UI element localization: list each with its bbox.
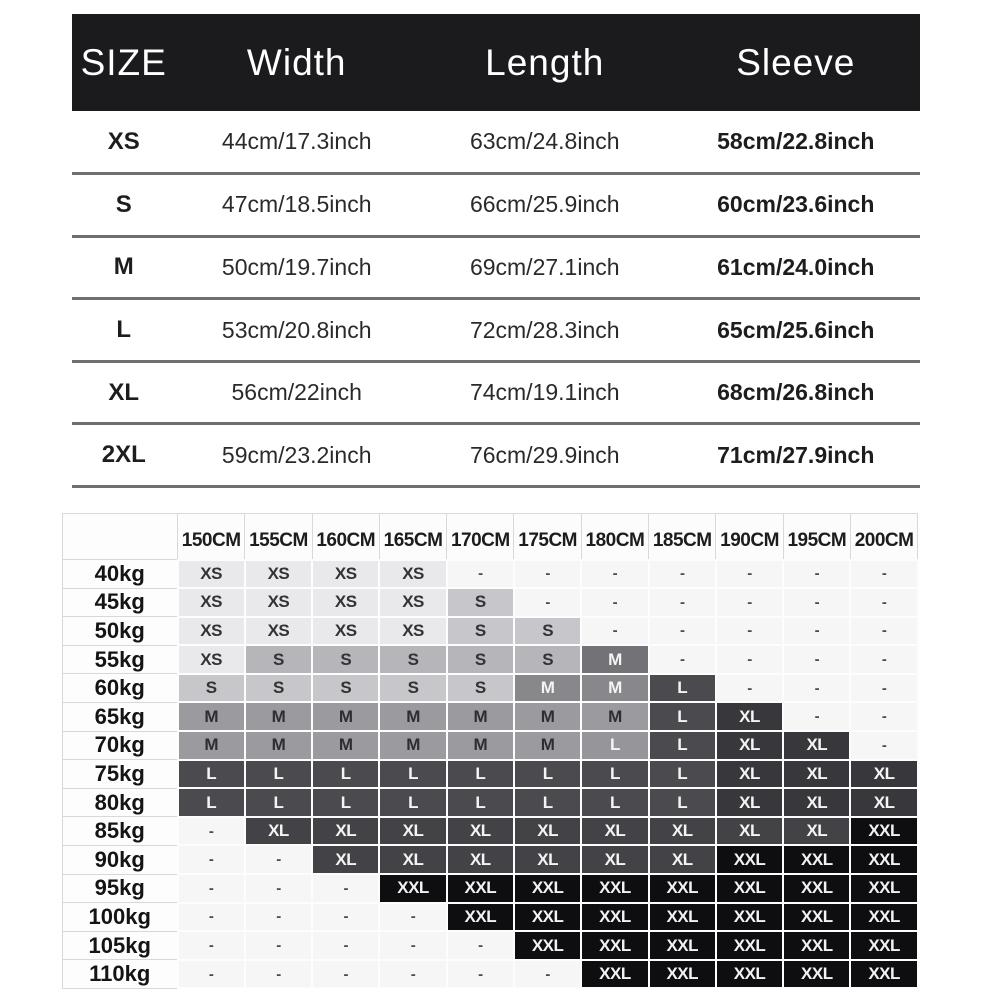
size-recommendation-cell: S (312, 645, 379, 674)
weight-row (63, 588, 918, 617)
size-recommendation-cell: L (312, 760, 379, 789)
size-recommendation-cell: - (850, 617, 917, 646)
size-recommendation-cell: XL (716, 817, 783, 846)
sleeve-value: 60cm/23.6inch (672, 174, 920, 237)
size-recommendation-cell: S (447, 617, 514, 646)
size-recommendation-cell: S (514, 617, 581, 646)
size-recommendation-cell: XL (716, 788, 783, 817)
width-value: 59cm/23.2inch (175, 424, 418, 487)
height-header: 175CM (514, 514, 581, 560)
size-recommendation-cell: XXL (581, 874, 648, 903)
width-value: 50cm/19.7inch (175, 236, 418, 299)
size-recommendation-cell: XS (245, 560, 312, 589)
height-header: 160CM (312, 514, 379, 560)
width-value: 53cm/20.8inch (175, 299, 418, 362)
size-recommendation-cell: - (312, 903, 379, 932)
size-recommendation-cell: L (649, 674, 716, 703)
weight-row (63, 560, 918, 589)
width-column-header: Width (246, 41, 347, 83)
weight-row (63, 817, 918, 846)
size-recommendation-cell: XS (312, 560, 379, 589)
size-recommendation-cell: M (581, 645, 648, 674)
size-recommendation-cell: - (514, 588, 581, 617)
size-recommendation-cell: S (447, 674, 514, 703)
height-header: 190CM (716, 514, 783, 560)
size-recommendation-cell: L (514, 760, 581, 789)
matrix-header-row (63, 514, 918, 560)
size-recommendation-cell: XXL (850, 931, 917, 960)
size-recommendation-cell: - (850, 702, 917, 731)
size-recommendation-cell: XXL (850, 903, 917, 932)
size-recommendation-cell: - (783, 702, 850, 731)
size-recommendation-cell: XXL (447, 874, 514, 903)
size-recommendation-cell: XL (850, 788, 917, 817)
size-recommendation-cell: M (514, 674, 581, 703)
width-value: 47cm/18.5inch (175, 174, 418, 237)
size-recommendation-cell: XS (379, 617, 446, 646)
length-value: 69cm/27.1inch (418, 236, 672, 299)
size-recommendation-cell: L (245, 788, 312, 817)
size-recommendation-cell: XS (245, 588, 312, 617)
size-recommendation-cell: - (850, 588, 917, 617)
size-recommendation-cell: XS (178, 588, 245, 617)
size-recommendation-cell: XL (312, 845, 379, 874)
size-row-m (72, 236, 920, 299)
height-header: 185CM (649, 514, 716, 560)
size-recommendation-cell: L (649, 788, 716, 817)
size-recommendation-cell: L (178, 760, 245, 789)
size-recommendation-cell: XL (783, 817, 850, 846)
length-value: 66cm/25.9inch (418, 174, 672, 237)
size-recommendation-cell: - (850, 645, 917, 674)
size-recommendation-cell: XXL (783, 903, 850, 932)
size-recommendation-cell: - (850, 560, 917, 589)
weight-label: 65kg (63, 702, 178, 731)
size-recommendation-cell: - (245, 903, 312, 932)
weight-label: 50kg (63, 617, 178, 646)
size-recommendation-cell: M (312, 702, 379, 731)
size-recommendation-cell: XXL (716, 845, 783, 874)
height-weight-fit-matrix (62, 513, 919, 989)
size-recommendation-cell: - (783, 560, 850, 589)
size-row-xs (72, 111, 920, 174)
sleeve-value: 61cm/24.0inch (672, 236, 920, 299)
weight-row (63, 760, 918, 789)
size-recommendation-cell: XXL (649, 960, 716, 989)
size-recommendation-cell: XS (379, 588, 446, 617)
weight-row (63, 702, 918, 731)
weight-row (63, 845, 918, 874)
size-recommendation-cell: - (783, 588, 850, 617)
size-recommendation-cell: XL (447, 845, 514, 874)
size-row-2xl (72, 424, 920, 487)
size-recommendation-cell: S (447, 645, 514, 674)
size-recommendation-cell: XL (716, 731, 783, 760)
sleeve-value: 71cm/27.9inch (672, 424, 920, 487)
size-recommendation-cell: XS (312, 617, 379, 646)
weight-row (63, 645, 918, 674)
size-recommendation-cell: XL (783, 788, 850, 817)
size-recommendation-cell: S (379, 645, 446, 674)
sleeve-column-header: Sleeve (736, 41, 856, 83)
size-label: 2XL (72, 424, 175, 487)
size-recommendation-cell: L (649, 702, 716, 731)
size-recommendation-cell: - (850, 731, 917, 760)
size-recommendation-cell: L (447, 760, 514, 789)
sleeve-value: 65cm/25.6inch (672, 299, 920, 362)
size-recommendation-cell: XXL (649, 903, 716, 932)
size-recommendation-cell: S (312, 674, 379, 703)
size-recommendation-cell: - (245, 931, 312, 960)
size-recommendation-cell: S (514, 645, 581, 674)
height-header: 150CM (178, 514, 245, 560)
weight-label: 80kg (63, 788, 178, 817)
size-recommendation-cell: XL (245, 817, 312, 846)
size-recommendation-cell: - (716, 560, 783, 589)
size-recommendation-cell: - (447, 560, 514, 589)
size-recommendation-cell: - (783, 674, 850, 703)
size-recommendation-cell: L (447, 788, 514, 817)
size-recommendation-cell: XL (649, 845, 716, 874)
size-recommendation-cell: - (312, 874, 379, 903)
size-recommendation-cell: - (581, 560, 648, 589)
size-recommendation-cell: - (649, 588, 716, 617)
weight-row (63, 674, 918, 703)
size-recommendation-cell: S (447, 588, 514, 617)
size-recommendation-cell: L (649, 760, 716, 789)
size-recommendation-cell: L (581, 788, 648, 817)
size-recommendation-cell: - (447, 960, 514, 989)
size-recommendation-cell: XL (716, 760, 783, 789)
size-recommendation-cell: - (178, 817, 245, 846)
size-recommendation-cell: XL (581, 817, 648, 846)
size-recommendation-cell: L (245, 760, 312, 789)
weight-label: 95kg (63, 874, 178, 903)
weight-row (63, 931, 918, 960)
size-recommendation-cell: - (581, 588, 648, 617)
size-row-xl (72, 361, 920, 424)
size-recommendation-cell: L (581, 731, 648, 760)
size-recommendation-cell: L (649, 731, 716, 760)
size-recommendation-cell: M (379, 702, 446, 731)
size-recommendation-cell: XL (514, 845, 581, 874)
weight-row (63, 617, 918, 646)
weight-label: 60kg (63, 674, 178, 703)
size-recommendation-cell: - (245, 845, 312, 874)
size-column-header: SIZE (80, 41, 167, 83)
size-recommendation-cell: L (514, 788, 581, 817)
size-recommendation-cell: - (514, 960, 581, 989)
weight-label: 40kg (63, 560, 178, 589)
size-label: M (72, 236, 175, 299)
size-recommendation-cell: M (178, 702, 245, 731)
size-recommendation-cell: XXL (649, 874, 716, 903)
length-value: 74cm/19.1inch (418, 361, 672, 424)
size-recommendation-cell: XL (783, 760, 850, 789)
size-recommendation-cell: XXL (514, 903, 581, 932)
size-recommendation-cell: - (245, 960, 312, 989)
size-recommendation-cell: XXL (379, 874, 446, 903)
size-recommendation-cell: XL (581, 845, 648, 874)
size-recommendation-cell: XS (178, 560, 245, 589)
size-recommendation-cell: XXL (783, 874, 850, 903)
size-recommendation-cell: XXL (716, 874, 783, 903)
size-recommendation-cell: - (379, 903, 446, 932)
size-recommendation-cell: - (312, 960, 379, 989)
size-recommendation-cell: M (581, 674, 648, 703)
size-recommendation-cell: - (649, 560, 716, 589)
matrix-corner-cell (63, 514, 178, 560)
size-recommendation-cell: L (312, 788, 379, 817)
size-recommendation-cell: M (514, 731, 581, 760)
size-recommendation-cell: M (514, 702, 581, 731)
size-recommendation-cell: XXL (716, 960, 783, 989)
size-recommendation-cell: - (178, 931, 245, 960)
weight-label: 85kg (63, 817, 178, 846)
size-table-header-row (72, 14, 920, 111)
size-recommendation-cell: L (178, 788, 245, 817)
size-recommendation-cell: XL (447, 817, 514, 846)
size-recommendation-cell: M (447, 731, 514, 760)
size-recommendation-cell: L (581, 760, 648, 789)
size-recommendation-cell: XXL (447, 903, 514, 932)
size-recommendation-cell: S (379, 674, 446, 703)
weight-row (63, 903, 918, 932)
length-value: 72cm/28.3inch (418, 299, 672, 362)
size-recommendation-cell: - (514, 560, 581, 589)
size-recommendation-cell: XXL (783, 845, 850, 874)
size-recommendation-cell: XXL (581, 960, 648, 989)
size-label: L (72, 299, 175, 362)
width-value: 44cm/17.3inch (175, 111, 418, 174)
size-recommendation-cell: S (245, 645, 312, 674)
weight-label: 105kg (63, 931, 178, 960)
height-header: 155CM (245, 514, 312, 560)
size-recommendation-cell: - (245, 874, 312, 903)
size-recommendation-cell: - (649, 645, 716, 674)
weight-row (63, 874, 918, 903)
size-label: XL (72, 361, 175, 424)
size-recommendation-cell: XL (716, 702, 783, 731)
length-value: 63cm/24.8inch (418, 111, 672, 174)
size-recommendation-cell: - (447, 931, 514, 960)
weight-label: 90kg (63, 845, 178, 874)
length-column-header: Length (485, 41, 605, 83)
size-recommendation-cell: XXL (581, 931, 648, 960)
size-recommendation-cell: L (379, 760, 446, 789)
size-recommendation-cell: XXL (783, 931, 850, 960)
size-label: S (72, 174, 175, 237)
size-label: XS (72, 111, 175, 174)
size-recommendation-cell: XXL (850, 845, 917, 874)
size-recommendation-cell: M (178, 731, 245, 760)
size-recommendation-cell: M (447, 702, 514, 731)
size-recommendation-cell: XS (312, 588, 379, 617)
size-recommendation-cell: XL (850, 760, 917, 789)
weight-label: 110kg (63, 960, 178, 989)
height-header: 180CM (581, 514, 648, 560)
size-recommendation-cell: XXL (581, 903, 648, 932)
size-recommendation-cell: XL (312, 817, 379, 846)
size-recommendation-cell: XXL (850, 874, 917, 903)
size-recommendation-cell: L (379, 788, 446, 817)
height-header: 170CM (447, 514, 514, 560)
size-recommendation-cell: - (716, 645, 783, 674)
size-recommendation-cell: - (312, 931, 379, 960)
size-recommendation-cell: - (178, 903, 245, 932)
size-recommendation-cell: XXL (716, 903, 783, 932)
size-recommendation-cell: - (581, 617, 648, 646)
size-recommendation-cell: M (581, 702, 648, 731)
size-recommendation-cell: XXL (850, 817, 917, 846)
size-measurement-table (72, 14, 920, 488)
size-recommendation-cell: XXL (514, 931, 581, 960)
size-recommendation-cell: XS (245, 617, 312, 646)
width-value: 56cm/22inch (175, 361, 418, 424)
size-recommendation-cell: - (379, 960, 446, 989)
weight-row (63, 788, 918, 817)
size-recommendation-cell: S (245, 674, 312, 703)
size-recommendation-cell: XS (379, 560, 446, 589)
size-recommendation-cell: - (178, 960, 245, 989)
size-recommendation-cell: XL (379, 817, 446, 846)
size-row-l (72, 299, 920, 362)
size-recommendation-cell: XXL (850, 960, 917, 989)
size-recommendation-cell: XXL (716, 931, 783, 960)
sleeve-value: 68cm/26.8inch (672, 361, 920, 424)
size-recommendation-cell: - (783, 645, 850, 674)
size-recommendation-cell: M (245, 731, 312, 760)
size-recommendation-cell: XL (783, 731, 850, 760)
weight-row (63, 731, 918, 760)
size-recommendation-cell: M (245, 702, 312, 731)
length-value: 76cm/29.9inch (418, 424, 672, 487)
size-recommendation-cell: XL (514, 817, 581, 846)
height-header: 165CM (379, 514, 446, 560)
size-recommendation-cell: - (379, 931, 446, 960)
size-recommendation-cell: XL (379, 845, 446, 874)
size-recommendation-cell: M (379, 731, 446, 760)
size-recommendation-cell: XXL (514, 874, 581, 903)
weight-row (63, 960, 918, 989)
size-recommendation-cell: XS (178, 617, 245, 646)
height-header: 195CM (783, 514, 850, 560)
weight-label: 45kg (63, 588, 178, 617)
size-recommendation-cell: - (783, 617, 850, 646)
weight-label: 75kg (63, 760, 178, 789)
size-recommendation-cell: XS (178, 645, 245, 674)
size-recommendation-cell: - (716, 674, 783, 703)
weight-label: 70kg (63, 731, 178, 760)
size-recommendation-cell: - (850, 674, 917, 703)
size-recommendation-cell: M (312, 731, 379, 760)
size-recommendation-cell: XXL (783, 960, 850, 989)
size-row-s (72, 174, 920, 237)
size-recommendation-cell: - (716, 588, 783, 617)
sleeve-value: 58cm/22.8inch (672, 111, 920, 174)
weight-label: 100kg (63, 903, 178, 932)
size-recommendation-cell: - (716, 617, 783, 646)
size-recommendation-cell: S (178, 674, 245, 703)
size-recommendation-cell: XL (649, 817, 716, 846)
size-recommendation-cell: - (178, 874, 245, 903)
weight-label: 55kg (63, 645, 178, 674)
size-recommendation-cell: - (178, 845, 245, 874)
size-recommendation-cell: XXL (649, 931, 716, 960)
height-header: 200CM (850, 514, 917, 560)
size-recommendation-cell: - (649, 617, 716, 646)
